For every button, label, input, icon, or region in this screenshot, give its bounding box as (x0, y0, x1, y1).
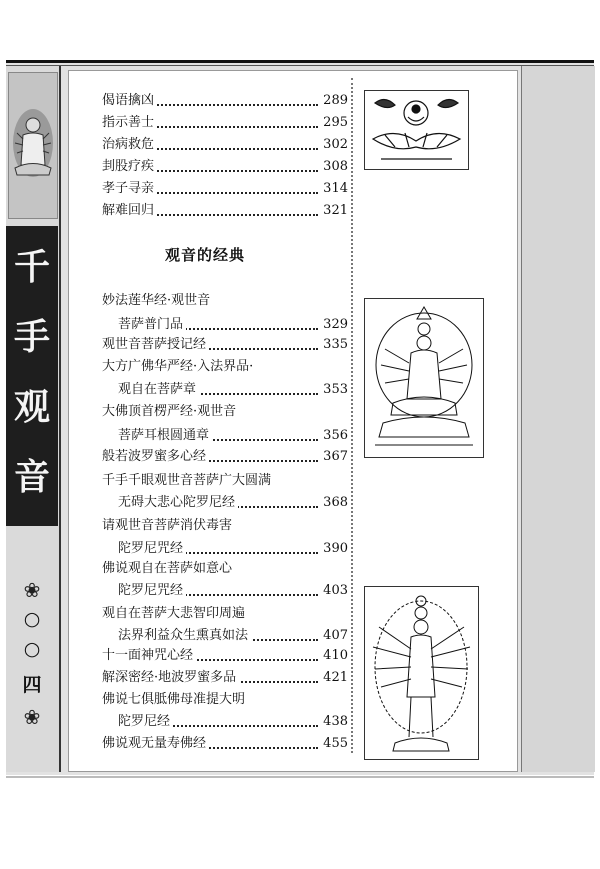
section-title: 观音的经典 (165, 246, 246, 264)
toc-page-number: 295 (320, 112, 348, 134)
toc-entry: 刲股疗疾 308 (102, 156, 348, 178)
toc-page-number: 410 (320, 645, 348, 667)
toc-page-number: 356 (320, 425, 348, 447)
bottom-edge (6, 776, 594, 778)
page-number-char: ○ (23, 638, 41, 660)
toc-entry: 十一面神咒心经 410 (102, 645, 348, 667)
toc-page-number: 390 (320, 538, 348, 560)
toc-entry: 指示善士 295 (102, 112, 348, 134)
toc-entry-line: 千手千眼观世音菩萨广大圆满 (102, 470, 348, 492)
thousand-arm-guanyin-standing-icon (364, 586, 479, 760)
toc-page-number: 289 (320, 90, 348, 112)
top-rule-thin (6, 65, 594, 66)
toc-page-number: 403 (320, 580, 348, 602)
toc-entry-line: 妙法莲华经·观世音 (102, 290, 348, 312)
sidebar-title (6, 226, 58, 526)
toc-entry: 治病救危 302 (102, 134, 348, 156)
page-number-char: 四 (22, 674, 42, 696)
sidebar-title-char: 手 (13, 316, 50, 358)
toc-page-number: 353 (320, 379, 348, 401)
toc-page-number: 302 (320, 134, 348, 156)
toc-entry-line: 观自在菩萨大悲智印周遍 (102, 603, 348, 625)
toc-entry-line: 佛说七俱胝佛母准提大明 (102, 689, 348, 711)
right-margin-strip (521, 66, 595, 772)
sidebar-guanyin-icon (8, 72, 58, 219)
flower-ornament-icon: ❀ (23, 705, 41, 729)
flower-ornament-icon: ❀ (23, 578, 41, 602)
toc-page-number: 438 (320, 711, 348, 733)
toc-page-number: 329 (320, 314, 348, 336)
toc-page-number: 368 (320, 492, 348, 514)
toc-entry: 观自在菩萨章 353 (118, 379, 348, 401)
toc-entry: 无碍大悲心陀罗尼经 368 (118, 492, 348, 514)
toc-entry-line: 请观世音菩萨消伏毒害 (102, 515, 348, 537)
toc-entry-line: 大方广佛华严经·入法界品· (102, 356, 348, 378)
toc-entry: 法界利益众生熏真如法 407 (118, 625, 348, 647)
toc-page-number: 455 (320, 733, 348, 755)
toc-entry-line: 佛说观自在菩萨如意心 (102, 558, 348, 580)
sidebar-title-char: 音 (13, 456, 50, 498)
toc-entry: 孝子寻亲 314 (102, 178, 348, 200)
toc-page-number: 421 (320, 667, 348, 689)
toc-entry: 佛说观无量寿佛经 455 (102, 733, 348, 755)
column-divider (351, 78, 353, 753)
bodhisattva-lotus-hands-icon (364, 90, 469, 170)
toc-entry: 解难回归 321 (102, 200, 348, 222)
page-number-char: ○ (23, 608, 41, 630)
toc-page-number: 335 (320, 334, 348, 356)
toc-entry: 陀罗尼咒经 403 (118, 580, 348, 602)
toc-entry: 观世音菩萨授记经 335 (102, 334, 348, 356)
toc-entry-line: 大佛顶首楞严经·观世音 (102, 401, 348, 423)
toc-page-number: 308 (320, 156, 348, 178)
toc-entry: 陀罗尼咒经 390 (118, 538, 348, 560)
toc-entry: 菩萨耳根圆通章 356 (118, 425, 348, 447)
toc-entry: 解深密经·地波罗蜜多品 421 (102, 667, 348, 689)
toc-entry: 偈语擒凶 289 (102, 90, 348, 112)
sidebar-title-char: 观 (13, 386, 50, 428)
sidebar-title-char: 千 (13, 246, 50, 288)
toc-page-number: 314 (320, 178, 348, 200)
thousand-arm-guanyin-seated-icon (364, 298, 484, 458)
toc-page-number: 321 (320, 200, 348, 222)
toc-page-number: 367 (320, 446, 348, 468)
toc-page-number: 407 (320, 625, 348, 647)
toc-entry: 般若波罗蜜多心经 367 (102, 446, 348, 468)
toc-entry: 陀罗尼经 438 (118, 711, 348, 733)
toc-entry: 菩萨普门品 329 (118, 314, 348, 336)
